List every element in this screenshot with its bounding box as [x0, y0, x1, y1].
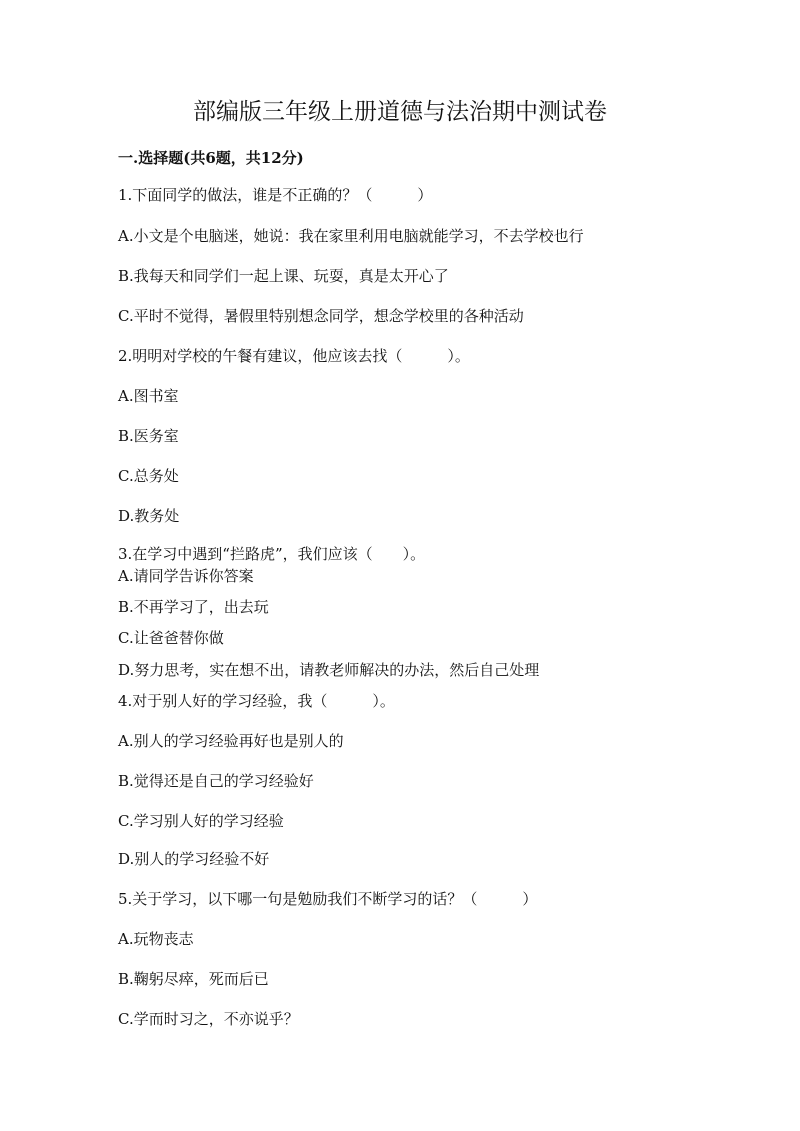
option-4d: D.别人的学习经验不好	[118, 850, 270, 868]
question-3: 3.在学习中遇到“拦路虎”，我们应该（ ）。	[118, 545, 426, 563]
question-1: 1.下面同学的做法，谁是不正确的？（ ）	[118, 186, 433, 204]
option-5b: B.鞠躬尽瘁，死而后已	[118, 970, 269, 988]
option-4a: A.别人的学习经验再好也是别人的	[118, 732, 344, 750]
option-4b: B.觉得还是自己的学习经验好	[118, 772, 314, 790]
option-1c: C.平时不觉得，暑假里特别想念同学，想念学校里的各种活动	[118, 307, 524, 325]
option-3c: C.让爸爸替你做	[118, 629, 224, 647]
question-2: 2.明明对学校的午餐有建议，他应该去找（ ）。	[118, 347, 470, 365]
option-3a: A.请同学告诉你答案	[118, 567, 254, 585]
option-3d: D.努力思考，实在想不出，请教老师解决的办法，然后自己处理	[118, 661, 540, 679]
option-2c: C.总务处	[118, 467, 179, 485]
option-2b: B.医务室	[118, 427, 179, 445]
page-title: 部编版三年级上册道德与法治期中测试卷	[193, 99, 607, 125]
option-2a: A.图书室	[118, 387, 179, 405]
option-4c: C.学习别人好的学习经验	[118, 812, 284, 830]
option-1a: A.小文是个电脑迷，她说：我在家里利用电脑就能学习，不去学校也行	[118, 227, 584, 245]
option-1b: B.我每天和同学们一起上课、玩耍，真是太开心了	[118, 267, 449, 285]
option-2d: D.教务处	[118, 507, 180, 525]
question-5: 5.关于学习，以下哪一句是勉励我们不断学习的话？（ ）	[118, 890, 538, 908]
question-4: 4.对于别人好的学习经验，我（ ）。	[118, 692, 395, 710]
option-5a: A.玩物丧志	[118, 930, 194, 948]
section-heading: 一.选择题(共6题，共12分)	[118, 149, 304, 167]
option-5c: C.学而时习之，不亦说乎？	[118, 1010, 299, 1028]
option-3b: B.不再学习了，出去玩	[118, 598, 269, 616]
